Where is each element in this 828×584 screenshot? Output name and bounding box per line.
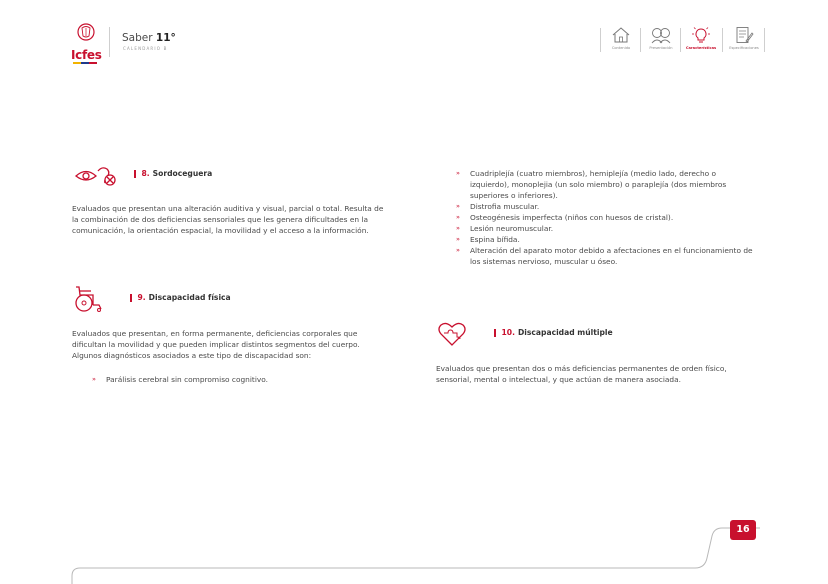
nav-label: Especificaciones	[729, 46, 759, 50]
list-item-text: Distrofia muscular.	[470, 202, 540, 211]
section-9-body: Evaluados que presentan, en forma permanente, deficiencias corporales que dificultan la movilidad y que pueden implicar distintos segmentos del cuerpo. Algunos diagnósticos asociados a este tipo de discapacidad son:	[72, 329, 360, 360]
heading-bar	[494, 329, 496, 337]
heading-bar	[130, 294, 132, 302]
bullet-marker: »	[456, 213, 460, 221]
bullet-marker: »	[92, 375, 96, 383]
logo-flag-bar	[73, 62, 97, 64]
section-title: Discapacidad múltiple	[517, 328, 613, 337]
nav-separator	[640, 28, 641, 52]
section-8-heading	[134, 169, 212, 178]
heading-bar	[134, 170, 136, 178]
people-icon	[650, 26, 672, 44]
list-item	[90, 374, 390, 385]
list-item	[454, 245, 754, 267]
nav-label: Características	[685, 46, 717, 50]
header-divider	[109, 27, 110, 57]
document-edit-icon	[734, 26, 754, 44]
nav-separator	[764, 28, 765, 52]
section-number: 9.	[137, 293, 146, 302]
icfes-logo-text: Icfes	[71, 48, 102, 62]
bullet-marker: »	[456, 202, 460, 210]
title-grade: 11°	[155, 32, 176, 44]
list-item	[454, 234, 754, 245]
bullet-marker: »	[456, 169, 460, 177]
list-item-text: Alteración del aparato motor debido a afectaciones en el funcionamiento de los sistemas nervioso, muscular u óseo.	[470, 246, 753, 266]
page-title	[122, 32, 176, 44]
list-item	[454, 212, 754, 223]
page-header	[0, 0, 828, 70]
section-title: Discapacidad física	[148, 293, 231, 302]
list-item-text: Parálisis cerebral sin compromiso cognitivo.	[106, 375, 268, 384]
nav-label: Contenido	[611, 46, 631, 50]
section-number: 8.	[141, 169, 150, 178]
section-title: Sordoceguera	[152, 169, 213, 178]
title-prefix: Saber	[122, 32, 156, 44]
page-subtitle: CALENDARIO B	[123, 46, 168, 51]
nav-presentacion[interactable]	[642, 26, 680, 50]
list-item-text: Cuadriplejía (cuatro miembros), hemiplejía (medio lado, derecho o izquierdo), monoplejia (un solo miembro) o paraplejía (dos miembros superiores o inferiores).	[470, 169, 727, 200]
wheelchair-icon	[73, 285, 103, 313]
section-9-heading	[130, 293, 231, 302]
home-icon	[611, 26, 631, 44]
footer-decorative-line	[0, 500, 828, 584]
heart-puzzle-icon	[437, 320, 467, 348]
section-8-body: Evaluados que presentan una alteración auditiva y visual, parcial o total. Resulta de la combinación de dos deficiencias sensoriales que les genera dificultades en la comunicación, la orientación espacial, la movilidad y el acceso a la información.	[72, 204, 384, 235]
header-nav	[600, 26, 760, 62]
list-item-text: Osteogénesis imperfecta (niños con huesos de cristal).	[470, 213, 674, 222]
list-item-text: Lesión neuromuscular.	[470, 224, 554, 233]
lightbulb-icon	[691, 26, 711, 44]
eye-ear-icon	[74, 164, 118, 186]
section-number: 10.	[501, 328, 515, 337]
nav-separator	[722, 28, 723, 52]
section-9-bullets-left	[90, 374, 390, 385]
list-item	[454, 168, 754, 201]
list-item	[454, 201, 754, 212]
bullet-marker: »	[456, 224, 460, 232]
bullet-marker: »	[456, 235, 460, 243]
section-9-bullets-right	[454, 168, 754, 267]
nav-separator	[600, 28, 601, 52]
list-item-text: Espina bífida.	[470, 235, 520, 244]
section-10-body: Evaluados que presentan dos o más deficiencias permanentes de orden físico, sensorial, mental o intelectual, y que actúan de manera asociada.	[436, 364, 727, 384]
nav-contenido[interactable]	[602, 26, 640, 50]
list-item	[454, 223, 754, 234]
nav-label: Presentación	[649, 46, 673, 50]
section-10-heading	[494, 328, 613, 337]
bullet-marker: »	[456, 246, 460, 254]
nav-caracteristicas[interactable]	[680, 26, 722, 50]
nav-especificaciones[interactable]	[724, 26, 764, 50]
page-number: 16	[730, 520, 756, 540]
